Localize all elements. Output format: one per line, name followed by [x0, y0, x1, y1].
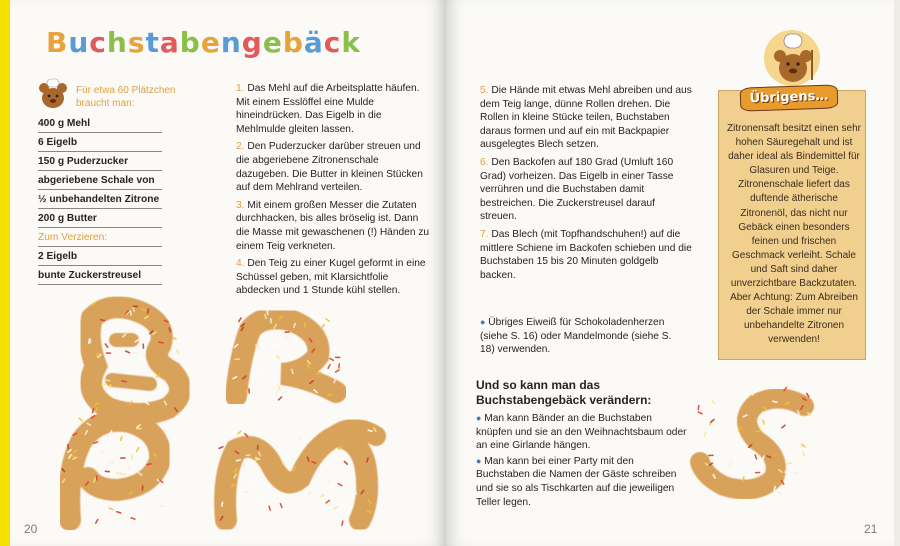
steps-column-2: [480, 84, 694, 286]
ingredients-list: [38, 114, 162, 285]
ingredient-item: 150 g Puderzucker: [38, 152, 162, 171]
title-letter: k: [341, 26, 362, 59]
tip-note: [480, 316, 680, 357]
step-number: 2.: [236, 141, 245, 153]
title-letter: e: [200, 26, 221, 59]
step-text: Den Backofen auf 180 Grad (Umluft 160 Grad) vorheizen. Das Eigelb in einer Tasse verrühren und die Buchstaben damit bestreichen. Die Zuckerstreusel darauf streuen.: [480, 156, 674, 223]
page-edge: [894, 0, 900, 546]
page-number-right: 21: [864, 522, 878, 536]
step-item: [236, 199, 434, 253]
list-item: [476, 455, 688, 509]
variants-list: [476, 412, 688, 511]
ingredients-intro: Für etwa 60 Plätzchen braucht man:: [76, 85, 176, 109]
ingredient-item: 200 g Butter: [38, 209, 162, 228]
step-item: [236, 257, 434, 298]
bullet-icon: ●: [476, 455, 482, 466]
title-letter: b: [282, 26, 304, 59]
step-item: [480, 84, 694, 152]
info-badge: [740, 84, 839, 111]
title-letter: c: [323, 26, 342, 59]
step-text: Den Puderzucker darüber streuen und die abgeriebene Zitronenschale dazugeben. Die Butter in kleinen Stücken auf dem Mehlrand verteilen.: [236, 141, 423, 194]
page-title: [46, 26, 361, 59]
decoration-label: Zum Verzieren:: [38, 228, 162, 247]
steps-column-1: [236, 82, 434, 302]
step-item: [480, 156, 694, 224]
step-text: Das Blech (mit Topfhandschuhen!) auf die mittlere Schiene im Backofen schieben und die Buchstaben 15 bis 20 Minuten goldgelb backen.: [480, 228, 692, 281]
step-text: Die Hände mit etwas Mehl abreiben und aus dem Teig lange, dünne Rollen drehen. Die Rollen in kleine Stücke teilen, Buchstaben daraus formen und auf ein mit Backpapier ausgelegtes Blech setzen.: [480, 85, 692, 151]
bullet-icon: ●: [476, 413, 482, 423]
title-letter: ä: [303, 26, 324, 59]
ingredient-item: 6 Eigelb: [38, 133, 162, 152]
title-letter: a: [159, 26, 180, 59]
title-letter: b: [179, 26, 201, 59]
variant-text: Man kann Bänder an die Buchstaben knüpfen und sie an den Weihnachtsbaum oder an eine Girlande hängen.: [476, 413, 687, 452]
title-letter: g: [241, 26, 263, 59]
info-text: Zitronensaft besitzt einen sehr hohen Säuregehalt und ist daher ideal als Bindemittel für Glasuren und Teige. Zitronenschale liefert das duftende ätherische Zitronenöl, das nicht nur Gebäck einen besonders feinen und frischen Geschmack verleiht. Schale und Saft sind daher unverzichtbare Backzutaten. Aber Achtung: Zum Abreiben der Schale immer nur unbehandelte Zitronen verwenden!: [727, 123, 861, 346]
title-letter: e: [262, 26, 283, 59]
step-number: 7.: [480, 228, 489, 240]
step-text: Das Mehl auf die Arbeitsplatte häufen. Mit einem Esslöffel eine Mulde hineindrücken. Das Eigelb in die Mehlmulde gleiten lassen.: [236, 83, 420, 135]
title-letter: B: [46, 26, 69, 59]
chef-mouse-icon: [768, 28, 818, 86]
title-letter: h: [106, 26, 128, 59]
step-item: [480, 228, 694, 282]
variants-heading: Und so kann man das Buchstabengebäck verändern:: [476, 378, 652, 407]
ingredient-item: bunte Zuckerstreusel: [38, 266, 162, 285]
title-letter: c: [89, 26, 107, 59]
step-item: [236, 140, 434, 194]
step-number: 6.: [480, 156, 489, 168]
yellow-edge: [0, 0, 10, 546]
ingredient-item: 2 Eigelb: [38, 247, 162, 266]
title-letter: t: [145, 26, 160, 59]
title-letter: u: [68, 26, 90, 59]
title-letter: s: [127, 26, 146, 59]
title-letter: n: [220, 26, 242, 59]
ingredient-item: abgeriebene Schale von: [38, 171, 162, 190]
step-text: Mit einem großen Messer die Zutaten durchhacken, bis alles bröselig ist. Dann die Masse mit gewaschenen (!) Händen zu einem Teig verkneten.: [236, 199, 430, 252]
bullet-icon: ●: [480, 317, 486, 327]
variant-text: Man kann bei einer Party mit den Buchstaben die Namen der Gäste schreiben und sie so als Tischkarten auf die jeweiligen Teller legen.: [476, 455, 677, 508]
step-number: 3.: [236, 199, 245, 211]
ingredient-item: 400 g Mehl: [38, 114, 162, 133]
step-number: 5.: [480, 85, 489, 96]
page-number-left: 20: [24, 522, 38, 536]
step-item: [236, 82, 434, 136]
chef-mouse-icon: [36, 76, 70, 110]
step-number: 1.: [236, 83, 245, 94]
step-number: 4.: [236, 258, 245, 270]
tip-text: Übriges Eiweiß für Schokoladenherzen (siehe S. 16) oder Mandelmonde (siehe S. 18) verwenden.: [480, 317, 672, 356]
step-text: Den Teig zu einer Kugel geformt in eine Schüssel geben, mit Klarsichtfolie abdecken und 1 Stunde kühl stellen.: [236, 258, 426, 297]
info-title: Übrigens…: [749, 88, 829, 107]
list-item: [476, 412, 688, 453]
ingredient-item: ½ unbehandelten Zitrone: [38, 190, 162, 209]
